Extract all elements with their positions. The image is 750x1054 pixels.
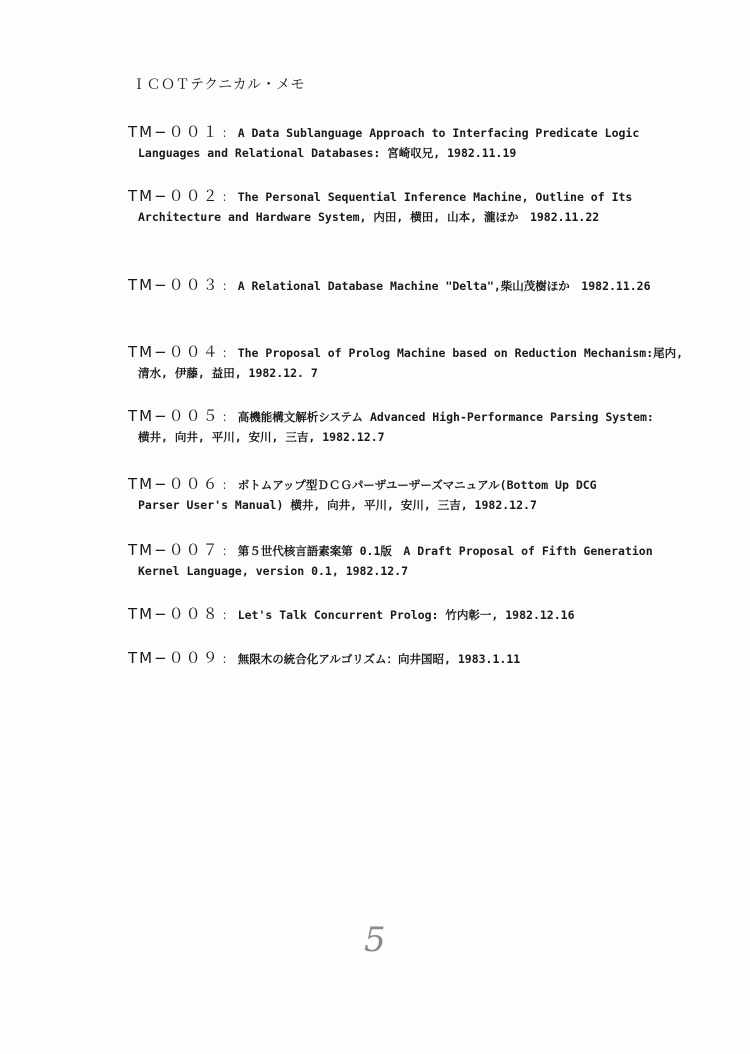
memo-title: The Personal Sequential Inference Machine, Outline of Its — [237, 190, 633, 204]
memo-entry-tm006 — [128, 474, 688, 515]
page-number: 5 — [364, 920, 386, 960]
memo-title: A Data Sublanguage Approach to Interfacing Predicate Logic — [237, 126, 640, 140]
memo-title: Let's Talk Concurrent Prolog: 竹内彰一, 1982.12.16 — [237, 608, 575, 622]
memo-number: TM−００５ — [128, 407, 220, 425]
memo-line-1 — [128, 275, 688, 296]
memo-entry-tm005 — [128, 406, 688, 447]
memo-number: TM−００１ — [128, 123, 220, 141]
memo-line-2: 清水, 伊藤, 益田, 1982.12. 7 — [138, 366, 318, 380]
memo-line-2: Kernel Language, version 0.1, 1982.12.7 — [138, 564, 409, 578]
memo-line-1 — [128, 648, 688, 669]
memo-title: 無限木の統合化アルゴリズム：向井国昭, 1983.1.11 — [237, 652, 521, 666]
memo-line-1 — [128, 604, 688, 625]
memo-separator: ： — [221, 346, 234, 360]
memo-number: TM−００２ — [128, 187, 220, 205]
memo-separator: ： — [221, 279, 234, 293]
memo-title: ボトムアップ型ＤＣＧパーザユーザーズマニュアル(Bottom Up DCG — [237, 478, 597, 492]
memo-number: TM−００８ — [128, 605, 220, 623]
memo-line-1 — [128, 342, 688, 363]
memo-separator: ： — [221, 608, 234, 622]
memo-entry-tm004 — [128, 342, 688, 383]
memo-separator: ： — [221, 478, 234, 492]
memo-number: TM−００３ — [128, 276, 220, 294]
memo-title: 高機能構文解析システム Advanced High-Performance Parsing System: — [237, 410, 654, 424]
memo-title: A Relational Database Machine "Delta",柴山茂樹ほか 1982.11.26 — [237, 279, 651, 293]
memo-separator: ： — [221, 126, 234, 140]
memo-line-1 — [128, 186, 688, 207]
memo-entry-tm008 — [128, 604, 688, 625]
memo-entry-tm001 — [128, 122, 688, 163]
memo-line-2: Languages and Relational Databases: 宮崎収兄, 1982.11.19 — [138, 146, 517, 160]
memo-number: TM−００９ — [128, 649, 220, 667]
memo-line-1 — [128, 540, 688, 561]
memo-line-2: 横井, 向井, 平川, 安川, 三吉, 1982.12.7 — [138, 430, 385, 444]
memo-entry-tm009 — [128, 648, 688, 669]
memo-entry-tm003 — [128, 275, 688, 296]
memo-line-1 — [128, 122, 688, 143]
memo-title: The Proposal of Prolog Machine based on Reduction Mechanism:尾内, — [237, 346, 684, 360]
memo-number: TM−００７ — [128, 541, 220, 559]
memo-number: TM−００４ — [128, 343, 220, 361]
memo-line-2: Architecture and Hardware System, 内田, 横田, 山本, 瀧ほか 1982.11.22 — [138, 210, 600, 224]
memo-entry-tm007 — [128, 540, 688, 581]
memo-separator: ： — [221, 190, 234, 204]
memo-line-1 — [128, 474, 688, 495]
memo-separator: ： — [221, 544, 234, 558]
memo-separator: ： — [221, 410, 234, 424]
memo-line-2: Parser User's Manual) 横井, 向井, 平川, 安川, 三吉, 1982.12.7 — [138, 498, 537, 512]
memo-entry-tm002 — [128, 186, 688, 227]
memo-title: 第５世代核言語素案第 0.1版 A Draft Proposal of Fifth Generation — [237, 544, 653, 558]
document-title: ＩＣＯＴテクニカル・メモ — [132, 77, 306, 93]
memo-number: TM−００６ — [128, 475, 220, 493]
memo-separator: ： — [221, 652, 234, 666]
memo-line-1 — [128, 406, 688, 427]
